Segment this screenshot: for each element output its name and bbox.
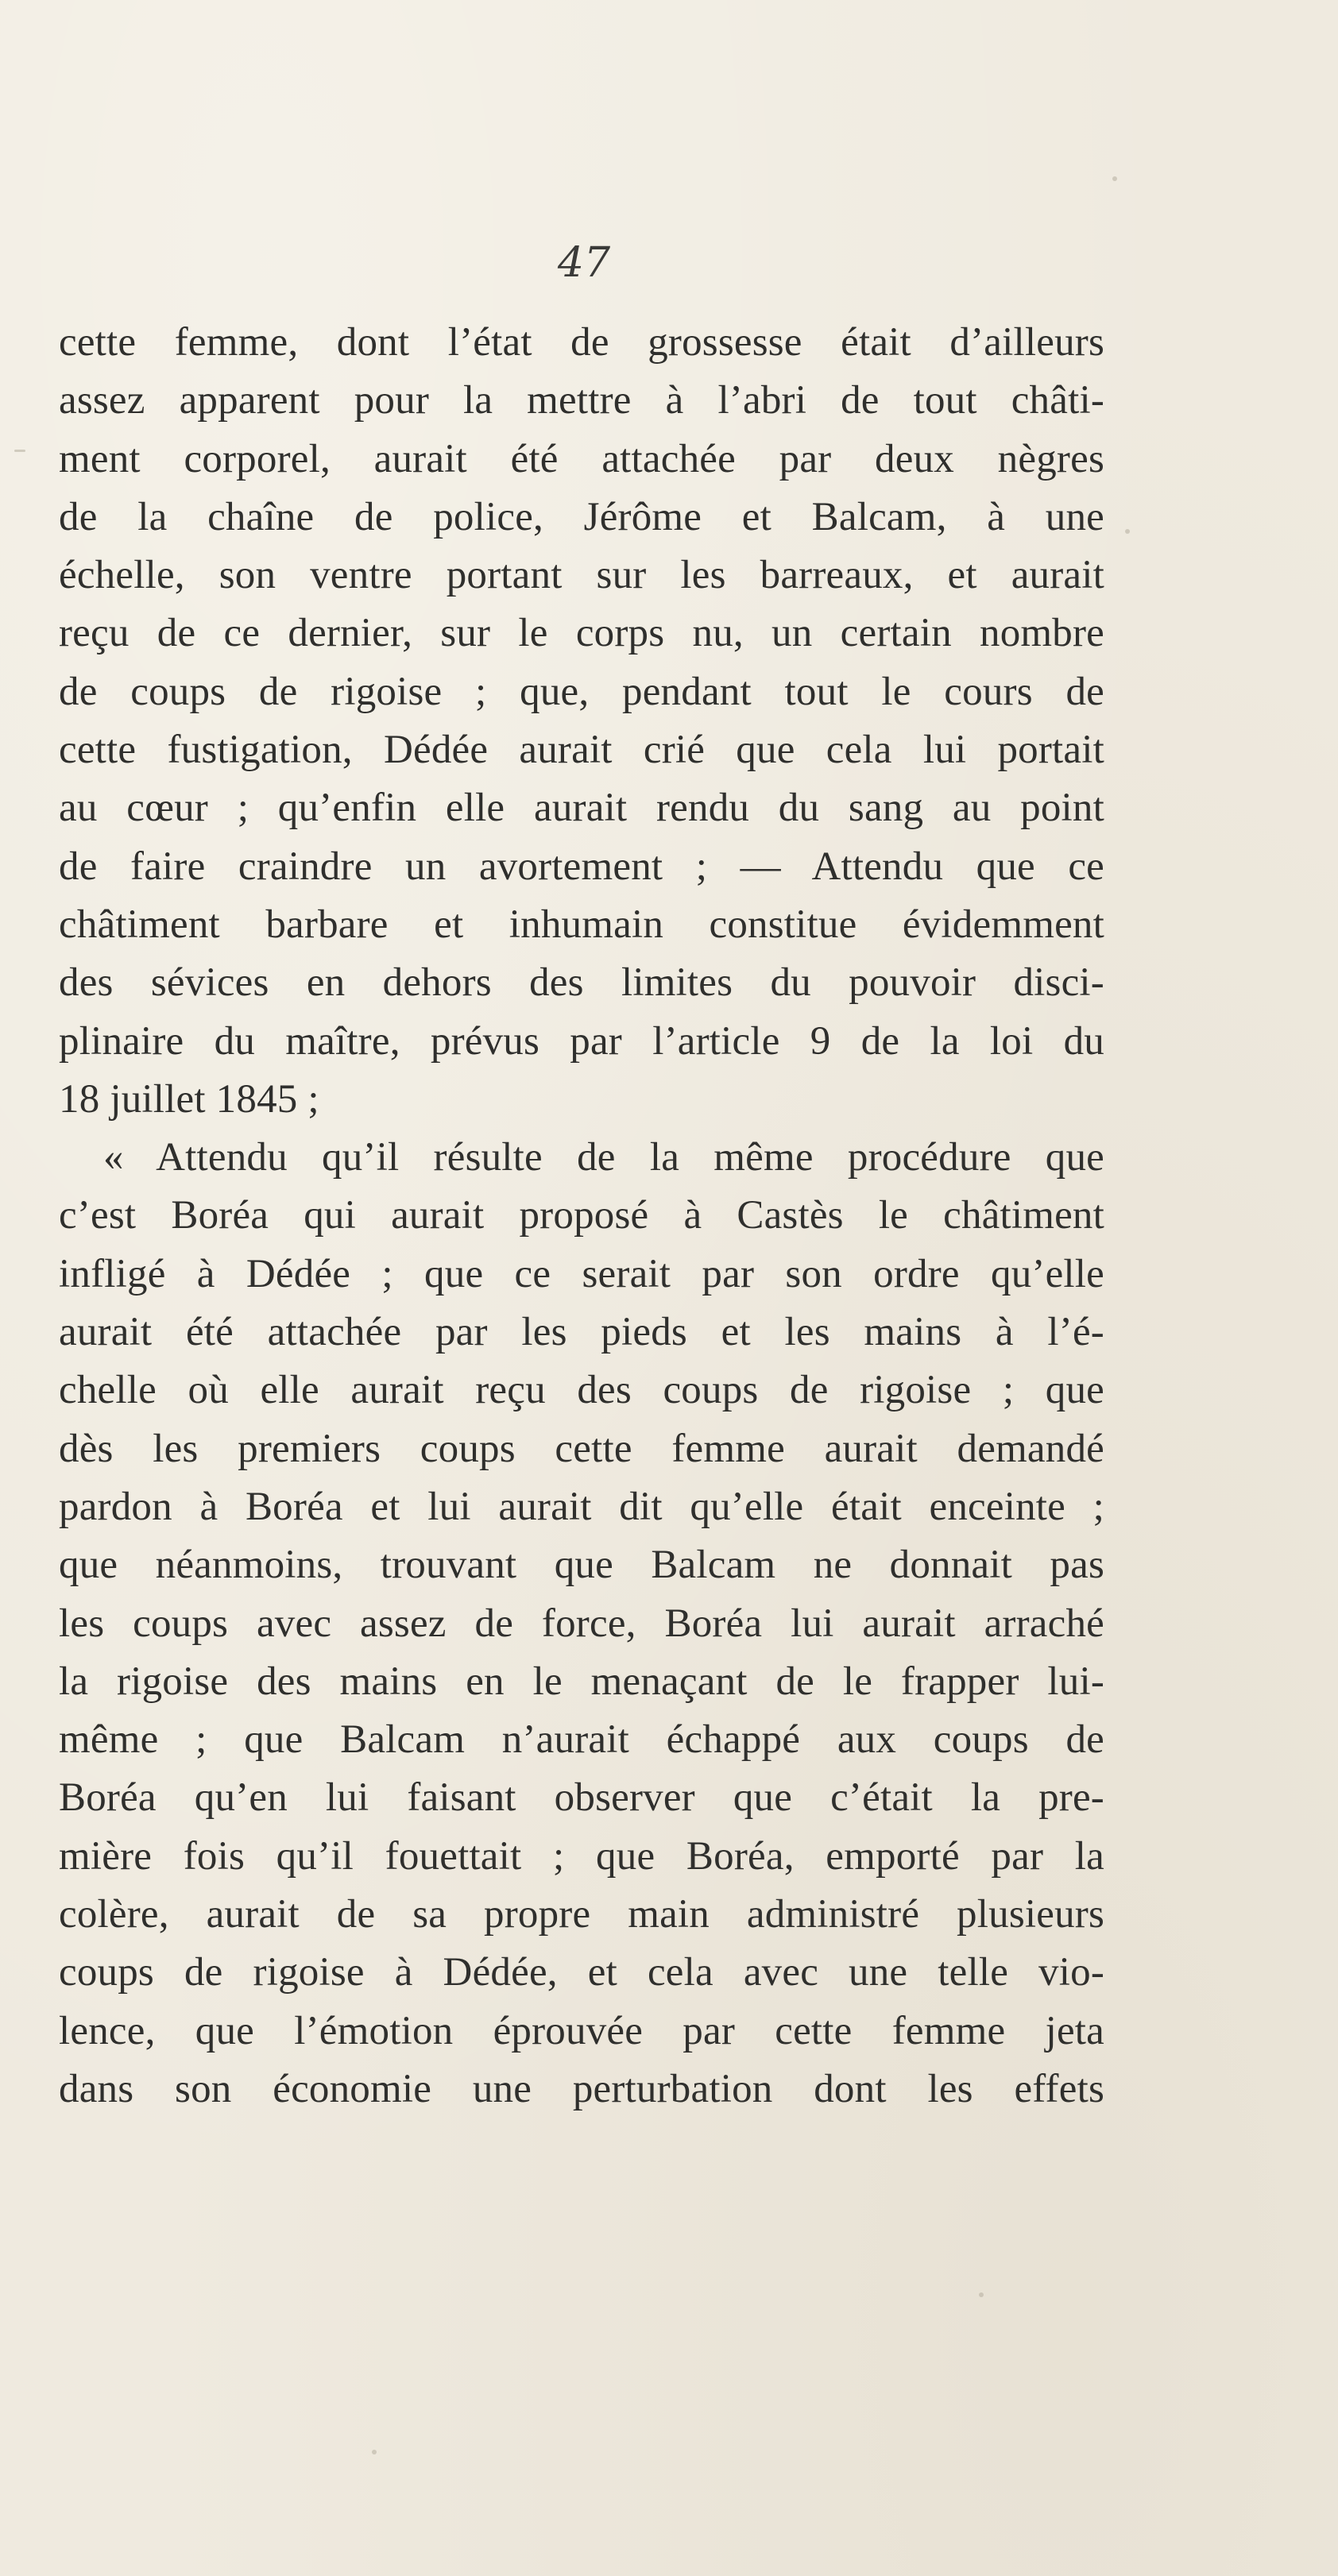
paper-speck bbox=[1125, 529, 1130, 534]
text-line: coups de rigoise à Dédée, et cela avec une telle vio- bbox=[59, 1950, 1104, 1995]
text-line: cette femme, dont l’état de grossesse était d’ailleurs bbox=[59, 320, 1104, 365]
text-line: cette fustigation, Dédée aurait crié que cela lui portait bbox=[59, 728, 1104, 773]
text-line: dès les premiers coups cette femme aurait demandé bbox=[59, 1426, 1104, 1471]
text-line: chelle où elle aurait reçu des coups de rigoise ; que bbox=[59, 1368, 1104, 1413]
text-line: que néanmoins, trouvant que Balcam ne donnait pas bbox=[59, 1543, 1104, 1588]
text-line: « Attendu qu’il résulte de la même procédure que bbox=[103, 1135, 1104, 1180]
paper-speck bbox=[979, 2292, 984, 2297]
text-line: plinaire du maître, prévus par l’article 9 de la loi du bbox=[59, 1018, 1104, 1064]
paper-speck bbox=[1112, 176, 1117, 181]
paper-speck bbox=[14, 450, 25, 452]
text-line: de coups de rigoise ; que, pendant tout le cours de bbox=[59, 669, 1104, 714]
text-line: au cœur ; qu’enfin elle aurait rendu du sang au point bbox=[59, 786, 1104, 831]
body-text bbox=[59, 314, 1104, 2118]
text-line: aurait été attachée par les pieds et les mains à l’é- bbox=[59, 1310, 1104, 1355]
text-line: ment corporel, aurait été attachée par deux nègres bbox=[59, 436, 1104, 481]
page-number: 47 bbox=[557, 239, 611, 287]
text-line: Boréa qu’en lui faisant observer que c’était la pre- bbox=[59, 1775, 1104, 1821]
text-line: c’est Boréa qui aurait proposé à Castès le châtiment bbox=[59, 1193, 1104, 1238]
text-line: échelle, son ventre portant sur les barreaux, et aurait bbox=[59, 553, 1104, 598]
text-line: assez apparent pour la mettre à l’abri de tout châti- bbox=[59, 378, 1104, 423]
paper-speck bbox=[372, 2450, 377, 2454]
text-line: 18 juillet 1845 ; bbox=[59, 1076, 319, 1122]
text-line: reçu de ce dernier, sur le corps nu, un certain nombre bbox=[59, 611, 1104, 656]
text-line: la rigoise des mains en le menaçant de le frapper lui- bbox=[59, 1659, 1104, 1704]
text-line: des sévices en dehors des limites du pouvoir disci- bbox=[59, 960, 1104, 1006]
text-line: pardon à Boréa et lui aurait dit qu’elle était enceinte ; bbox=[59, 1484, 1104, 1529]
text-line: de faire craindre un avortement ; — Attendu que ce bbox=[59, 844, 1104, 889]
text-line: dans son économie une perturbation dont les effets bbox=[59, 2066, 1104, 2111]
text-line: lence, que l’émotion éprouvée par cette femme jeta bbox=[59, 2008, 1104, 2053]
text-line: colère, aurait de sa propre main administré plusieurs bbox=[59, 1892, 1104, 1937]
text-line: mière fois qu’il fouettait ; que Boréa, emporté par la bbox=[59, 1833, 1104, 1879]
text-line: de la chaîne de police, Jérôme et Balcam, à une bbox=[59, 494, 1104, 539]
text-line: infligé à Dédée ; que ce serait par son ordre qu’elle bbox=[59, 1251, 1104, 1296]
text-line: châtiment barbare et inhumain constitue évidemment bbox=[59, 902, 1104, 947]
text-line: même ; que Balcam n’aurait échappé aux coups de bbox=[59, 1717, 1104, 1763]
text-line: les coups avec assez de force, Boréa lui aurait arraché bbox=[59, 1601, 1104, 1646]
